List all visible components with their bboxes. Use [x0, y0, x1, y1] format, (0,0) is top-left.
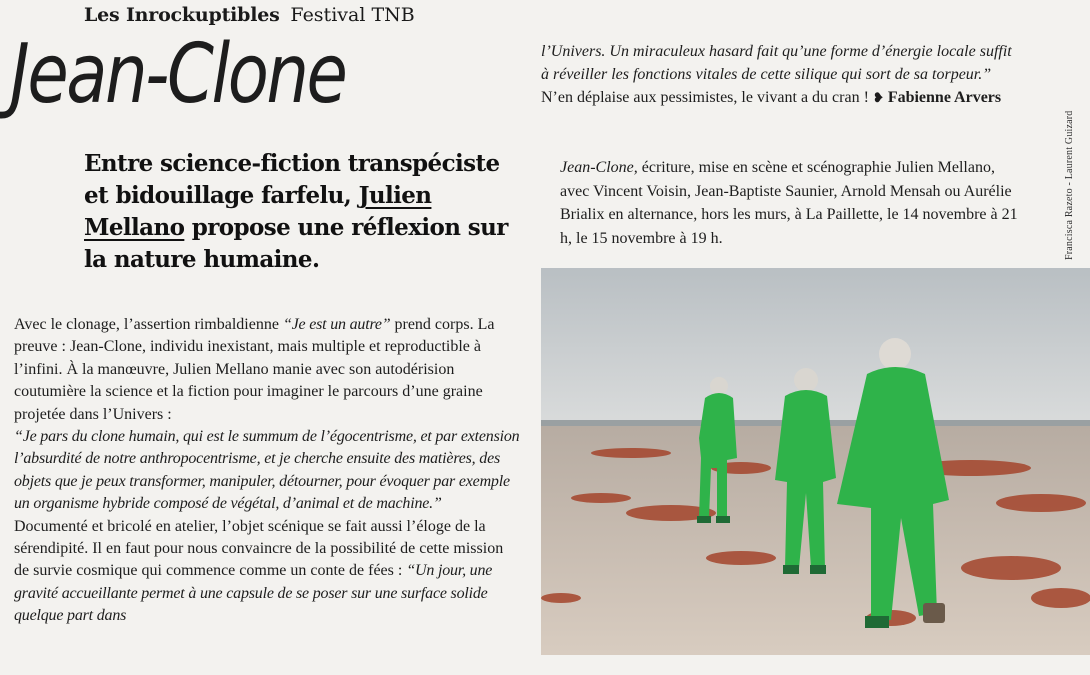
article-body	[14, 314, 522, 628]
paragraph-2-text: Documenté et bricolé en atelier, l’objet scénique se fait aussi l’éloge de la sérendipité. Il en faut pour nous convaincre de la possibilité de cette mission de survie cosmique qui commence comme un conte de fées :	[14, 517, 504, 580]
end-mark-icon: ❥	[872, 90, 884, 105]
paragraph-1	[14, 314, 522, 426]
show-credits	[560, 156, 1022, 250]
author-signature: Fabienne Arvers	[887, 89, 1002, 106]
rimbaud-quote: “Je est un autre”	[282, 316, 391, 333]
photo-credit	[1062, 84, 1082, 264]
masthead	[84, 4, 415, 27]
paragraph-quote	[14, 426, 522, 516]
standfirst-author: Julien Mellano	[84, 182, 432, 241]
article-continuation	[541, 40, 1015, 109]
photo-credit-text: Francisca Razeto - Laurent Guizard	[1064, 110, 1075, 260]
article-title: Jean-Clone	[10, 27, 346, 122]
paragraph-1-text-a: Avec le clonage, l’assertion rimbaldienne	[14, 316, 283, 333]
mellano-quote: “Je pars du clone humain, qui est le summum de l’égocentrisme, et par extension l’absurdité de notre anthropocentrisme, et je cherche ensuite des matières, des objets que je peux transformer, manipuler, détourner, pour évoquer par exemple un organisme hybride composé de végétal, d’animal et de machine.”	[14, 428, 520, 513]
continuation-quote: l’Univers. Un miraculeux hasard fait qu’une forme d’énergie locale suffit à réveiller les fonctions vitales de cette silique qui sort de sa torpeur.”	[541, 43, 1012, 83]
publication-name: Les Inrockuptibles	[84, 4, 280, 26]
standfirst-text-after: propose une réflexion sur la nature humaine.	[84, 214, 508, 273]
beach-walkers-illustration	[541, 268, 1090, 655]
credits-show-title: Jean-Clone,	[560, 159, 638, 176]
paragraph-1-text-b: prend corps. La preuve : Jean-Clone, individu inexistant, mais multiple et reproductible à l’infini. À la manœuvre, Julien Mellano manie avec son autodérision coutumière la science et la fiction pour imaginer le parcours d’une graine projetée dans l’Univers :	[14, 316, 495, 423]
continuation-text: N’en déplaise aux pessimistes, le vivant a du cran !	[541, 89, 873, 106]
fairy-tale-quote: “Un jour, une gravité accueillante permet à une capsule de se poser sur une surface solide quelque part dans	[14, 562, 493, 625]
section-name: Festival TNB	[290, 4, 415, 26]
article-photo	[541, 268, 1090, 655]
paragraph-2	[14, 516, 522, 628]
standfirst-text-before: Entre science-fiction transpéciste et bidouillage farfelu,	[84, 150, 500, 209]
standfirst	[84, 148, 524, 276]
credits-text: écriture, mise en scène et scénographie Julien Mellano, avec Vincent Voisin, Jean-Baptiste Saunier, Arnold Mensah ou Aurélie Brialix en alternance, hors les murs, à La Paillette, le 14 novembre à 21 h, le 15 novembre à 19 h.	[560, 159, 1018, 247]
